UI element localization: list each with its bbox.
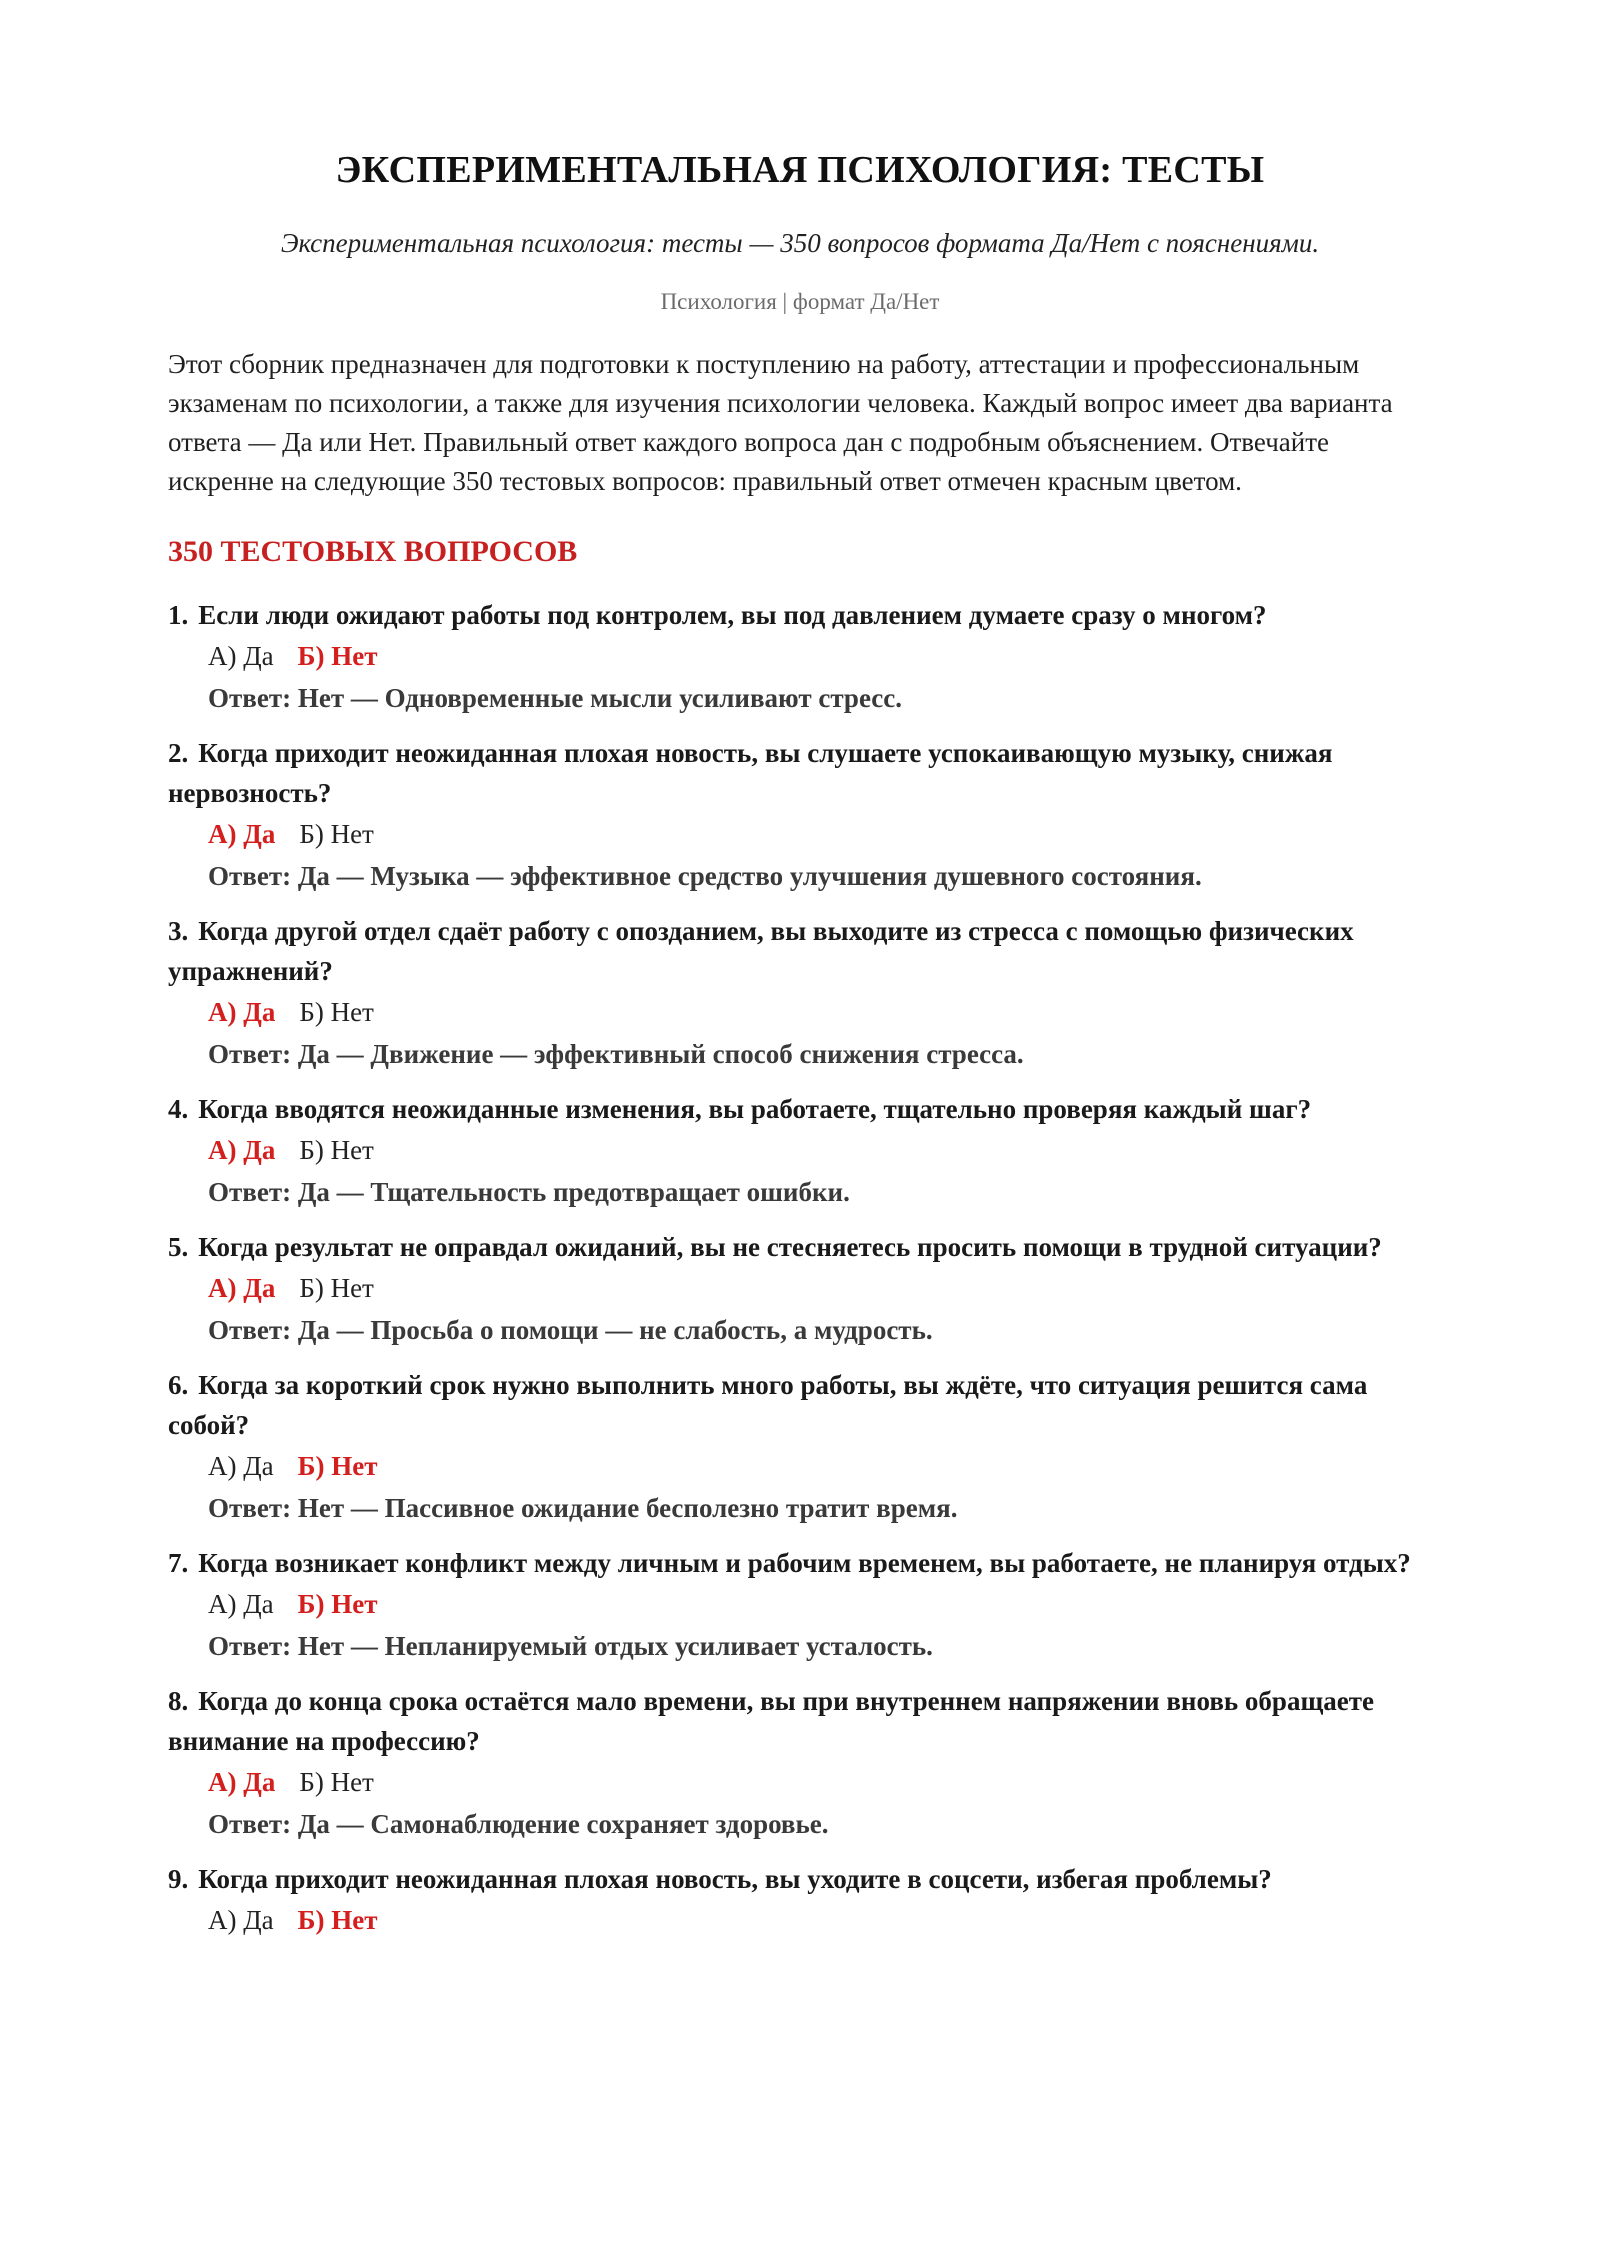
answer-options	[168, 1267, 1432, 1309]
question-number: 5.	[168, 1232, 189, 1262]
question-text	[168, 1543, 1432, 1583]
question-text	[168, 1227, 1432, 1267]
question-body: Когда вводятся неожиданные изменения, вы работаете, тщательно проверяя каждый шаг?	[198, 1094, 1312, 1124]
question-text	[168, 1089, 1432, 1129]
option-b: Б) Нет	[299, 1273, 374, 1303]
option-a: А) Да	[208, 1589, 274, 1619]
question-item	[168, 911, 1432, 1075]
answer-explanation: Ответ: Нет — Одновременные мысли усиливают стресс.	[208, 683, 902, 713]
answer-options	[168, 1445, 1432, 1487]
question-item	[168, 1681, 1432, 1845]
question-number: 4.	[168, 1094, 189, 1124]
option-a: А) Да	[208, 1273, 276, 1303]
option-a: А) Да	[208, 819, 276, 849]
answer-options	[168, 1583, 1432, 1625]
option-a: А) Да	[208, 1905, 274, 1935]
option-b: Б) Нет	[297, 1905, 378, 1935]
question-text	[168, 595, 1432, 635]
option-a: А) Да	[208, 1135, 276, 1165]
question-text	[168, 733, 1432, 813]
question-body: Когда до конца срока остаётся мало времени, вы при внутреннем напряжении вновь обращаете внимание на профессию?	[168, 1686, 1374, 1756]
question-item	[168, 1543, 1432, 1667]
answer-options	[168, 635, 1432, 677]
option-a: А) Да	[208, 1767, 276, 1797]
question-number: 6.	[168, 1370, 189, 1400]
answer-explanation: Ответ: Да — Самонаблюдение сохраняет здоровье.	[208, 1809, 829, 1839]
answer-explanation: Ответ: Нет — Непланируемый отдых усиливает усталость.	[208, 1631, 933, 1661]
answer-options	[168, 813, 1432, 855]
option-a: А) Да	[208, 641, 274, 671]
document-subtitle: Экспериментальная психология: тесты — 350 вопросов формата Да/Нет с пояснениями.	[280, 228, 1320, 258]
question-body: Когда результат не оправдал ожиданий, вы не стесняетесь просить помощи в трудной ситуации?	[198, 1232, 1382, 1262]
question-body: Когда за короткий срок нужно выполнить много работы, вы ждёте, что ситуация решится сама собой?	[168, 1370, 1368, 1440]
question-number: 2.	[168, 738, 189, 768]
question-body: Когда другой отдел сдаёт работу с опозданием, вы выходите из стресса с помощью физических упражнений?	[168, 916, 1354, 986]
section-heading: 350 ТЕСТОВЫХ ВОПРОСОВ	[168, 535, 578, 568]
question-item	[168, 1227, 1432, 1351]
option-b: Б) Нет	[297, 641, 378, 671]
question-item	[168, 1089, 1432, 1213]
question-list	[168, 595, 1432, 1941]
option-b: Б) Нет	[299, 1767, 374, 1797]
document-meta: Психология | формат Да/Нет	[660, 289, 940, 314]
intro-paragraph: Этот сборник предназначен для подготовки к поступлению на работу, аттестации и профессиональным экзаменам по психологии, а также для изучения психологии человека. Каждый вопрос имеет два варианта ответа — Да или Нет. Правильный ответ каждого вопроса дан с подробным объяснением. Отвечайте искренне на следующие 350 тестовых вопросов: правильный ответ отмечен красным цветом.	[168, 349, 1393, 496]
answer-options	[168, 1761, 1432, 1803]
answer-options	[168, 991, 1432, 1033]
question-number: 7.	[168, 1548, 189, 1578]
option-a: А) Да	[208, 997, 276, 1027]
answer-options	[168, 1129, 1432, 1171]
question-item	[168, 595, 1432, 719]
question-body: Когда возникает конфликт между личным и рабочим временем, вы работаете, не планируя отдых?	[198, 1548, 1411, 1578]
answer-explanation: Ответ: Нет — Пассивное ожидание бесполезно тратит время.	[208, 1493, 958, 1523]
answer-options	[168, 1899, 1432, 1941]
question-text	[168, 1859, 1432, 1899]
option-b: Б) Нет	[299, 819, 374, 849]
question-body: Когда приходит неожиданная плохая новость, вы уходите в соцсети, избегая проблемы?	[198, 1864, 1272, 1894]
question-text	[168, 911, 1432, 991]
question-item	[168, 1365, 1432, 1529]
question-body: Если люди ожидают работы под контролем, вы под давлением думаете сразу о многом?	[198, 600, 1267, 630]
question-number: 8.	[168, 1686, 189, 1716]
answer-explanation: Ответ: Да — Движение — эффективный способ снижения стресса.	[208, 1039, 1024, 1069]
question-number: 9.	[168, 1864, 189, 1894]
option-b: Б) Нет	[297, 1451, 378, 1481]
option-b: Б) Нет	[299, 1135, 374, 1165]
option-a: А) Да	[208, 1451, 274, 1481]
question-body: Когда приходит неожиданная плохая новость, вы слушаете успокаивающую музыку, снижая нервозность?	[168, 738, 1333, 808]
question-number: 1.	[168, 600, 189, 630]
question-item	[168, 733, 1432, 897]
question-text	[168, 1365, 1432, 1445]
document-title: ЭКСПЕРИМЕНТАЛЬНАЯ ПСИХОЛОГИЯ: ТЕСТЫ	[335, 149, 1265, 191]
answer-explanation: Ответ: Да — Тщательность предотвращает ошибки.	[208, 1177, 850, 1207]
question-number: 3.	[168, 916, 189, 946]
question-item	[168, 1859, 1432, 1941]
option-b: Б) Нет	[297, 1589, 378, 1619]
answer-explanation: Ответ: Да — Музыка — эффективное средство улучшения душевного состояния.	[208, 861, 1202, 891]
answer-explanation: Ответ: Да — Просьба о помощи — не слабость, а мудрость.	[208, 1315, 933, 1345]
question-text	[168, 1681, 1432, 1761]
option-b: Б) Нет	[299, 997, 374, 1027]
